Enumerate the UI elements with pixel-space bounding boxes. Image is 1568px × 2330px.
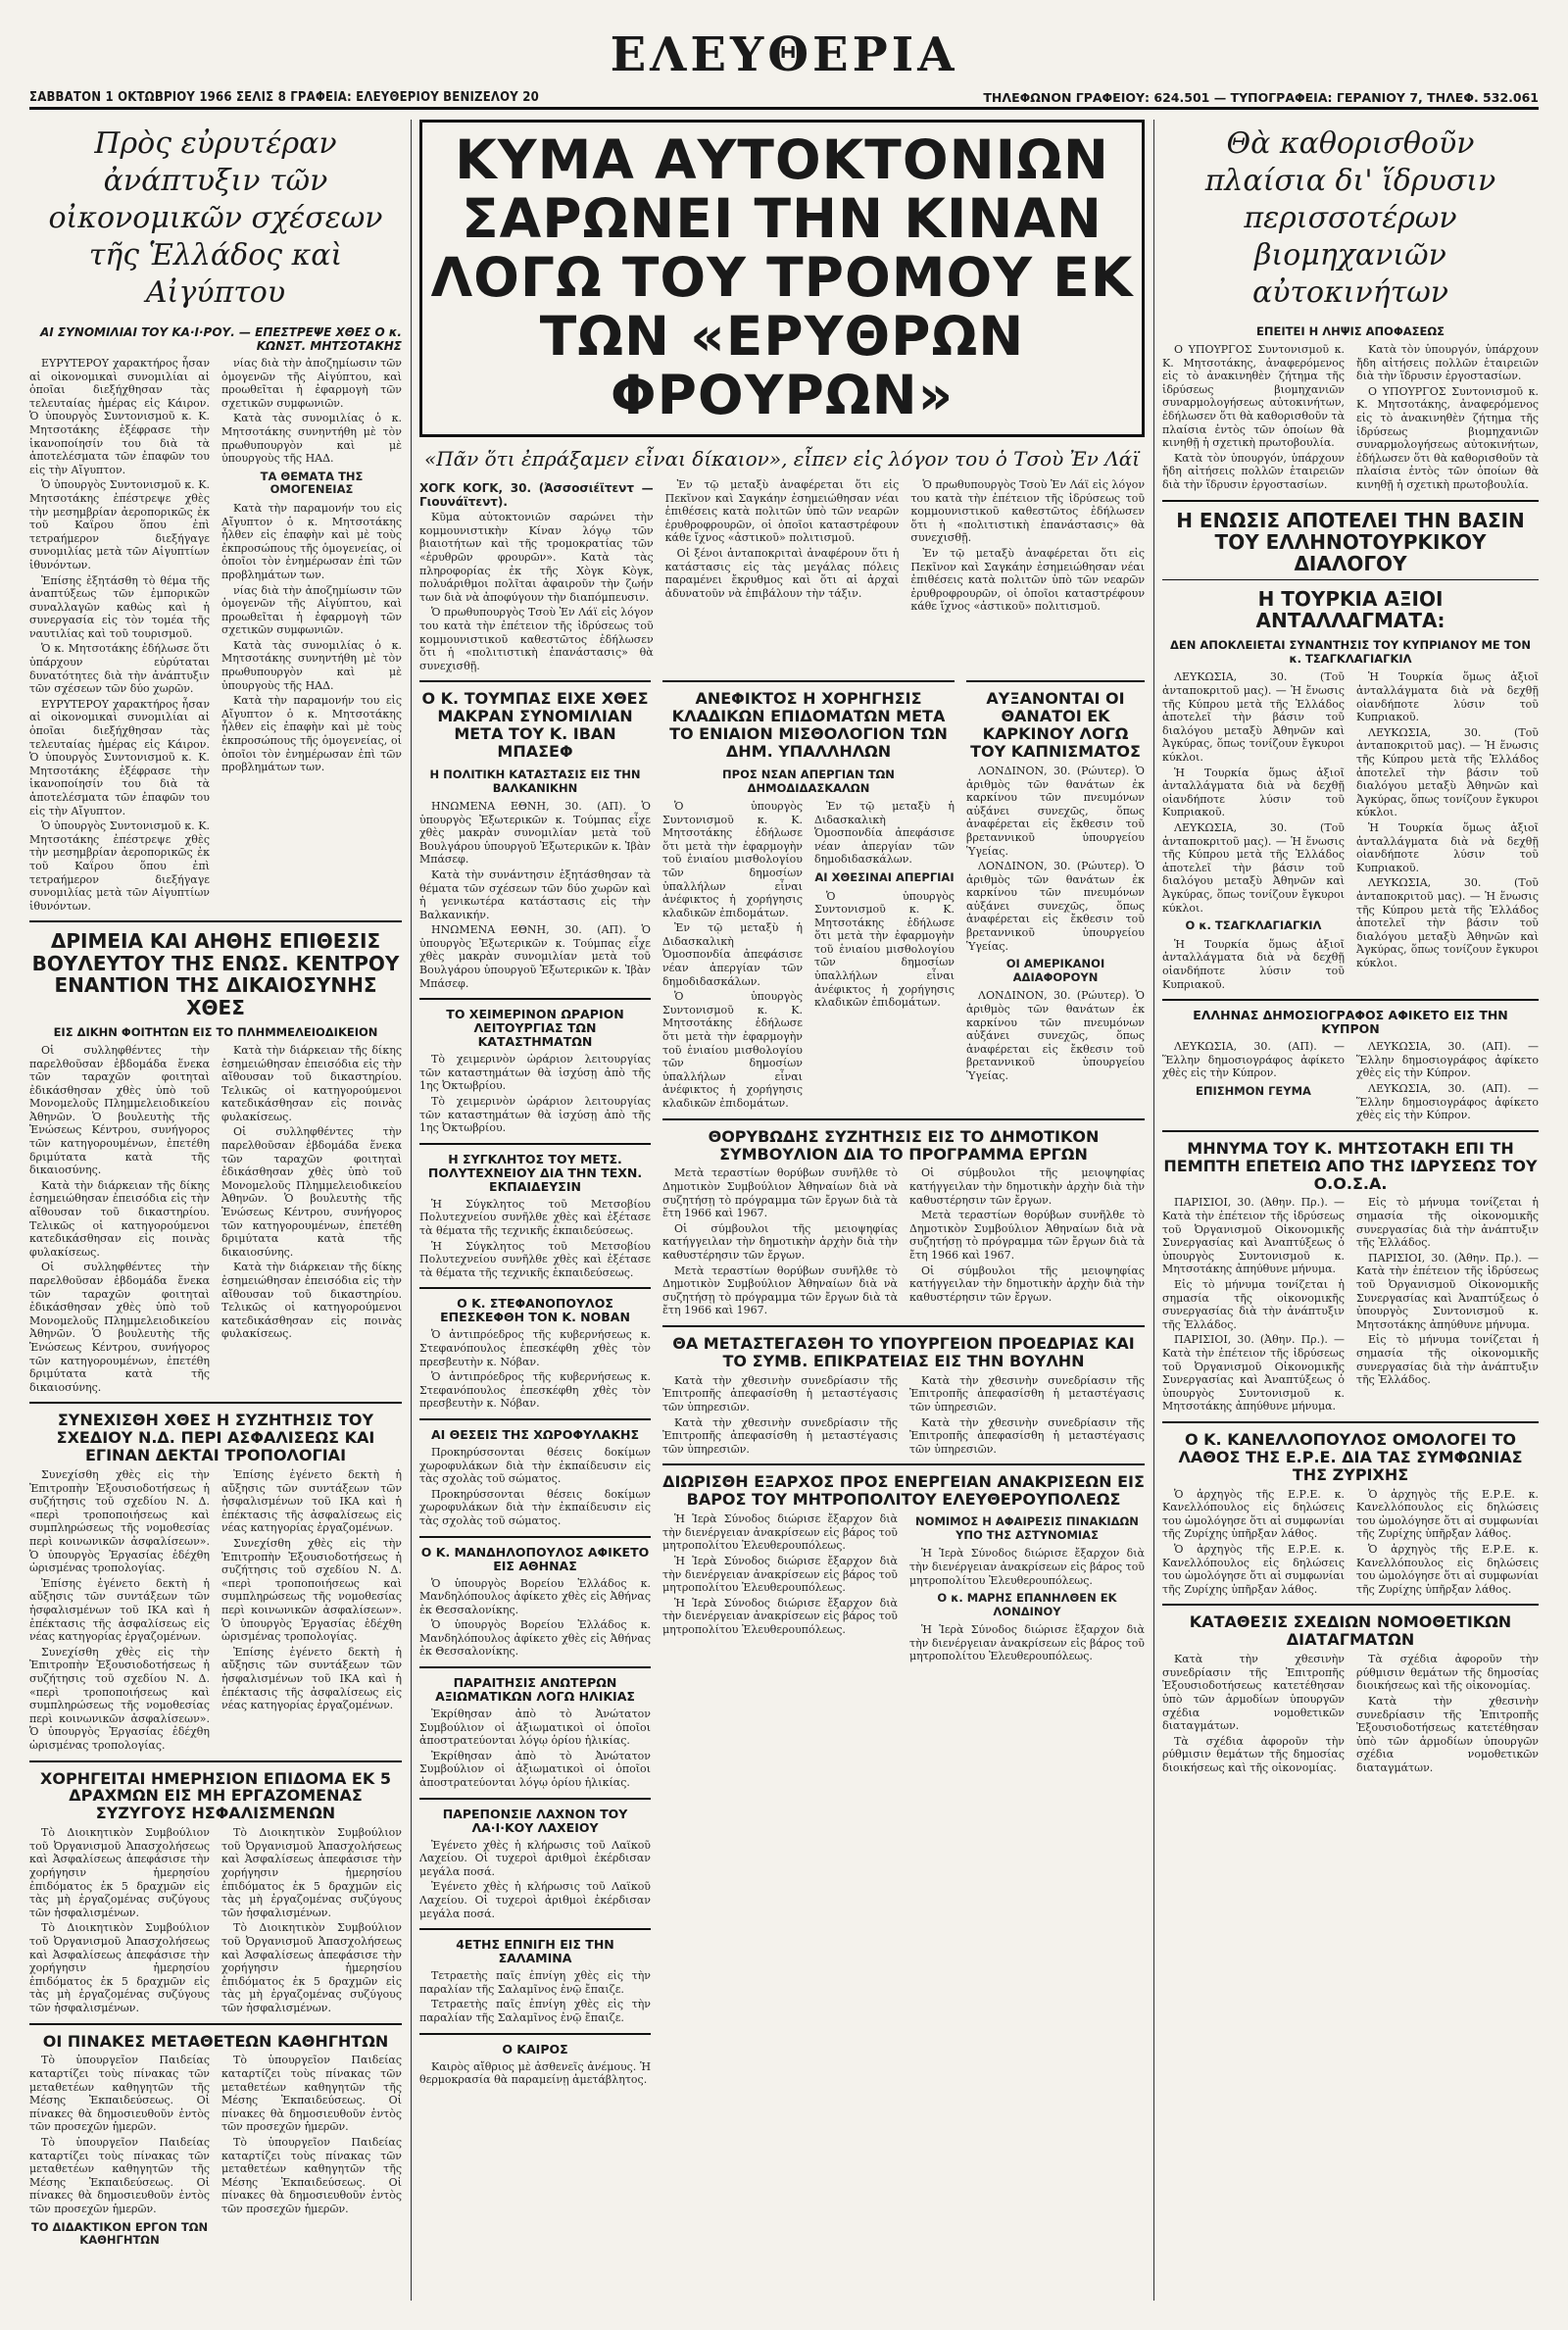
article-body (662, 1512, 1145, 1671)
article-body (419, 1328, 651, 1418)
paragraph: ΛΕΥΚΩΣΙΑ, 30. (ΑΠ). — Ἕλλην δημοσιογράφος ἀφίκετο χθὲς εἰς τὴν Κύπρον. (1356, 1081, 1539, 1122)
center-subcolumn (966, 680, 1145, 1117)
left-lead-body (29, 357, 402, 920)
paragraph: Τὸ ὑπουργεῖον Παιδείας καταρτίζει τοὺς πίνακας τῶν μεταθετέων καθηγητῶν τῆς Μέσης Ἐκπαιδεύσεως. Οἱ πίνακες θὰ δημοσιευθοῦν ἐντὸς τῶν προσεχῶν ἡμερῶν. (29, 2054, 210, 2134)
paragraph: Κατὰ τὴν χθεσινὴν συνεδρίασιν τῆς Ἐπιτροπῆς ἀπεφασίσθη ἡ μεταστέγασις τῶν ὑπηρεσιῶν. (909, 1415, 1145, 1456)
article-headline: ΘΑ ΜΕΤΑΣΤΕΓΑΣΘΗ ΤΟ ΥΠΟΥΡΓΕΙΟΝ ΠΡΟΕΔΡΙΑΣ ΚΑΙ ΤΟ ΣΥΜΒ. ΕΠΙΚΡΑΤΕΙΑΣ ΕΙΣ ΤΗΝ ΒΟΥΛΗΝ (662, 1325, 1145, 1374)
column-rule (411, 120, 412, 2301)
article-headline: ΚΑΤΑΘΕΣΙΣ ΣΧΕΔΙΩΝ ΝΟΜΟΘΕΤΙΚΩΝ ΔΙΑΤΑΓΜΑΤΩΝ (1162, 1604, 1539, 1653)
section-subhead: ΟΙ ΑΜΕΡΙΚΑΝΟΙ ΑΔΙΑΦΟΡΟΥΝ (1005, 957, 1105, 984)
paragraph: ΕΥΡΥΤΕΡΟΥ χαρακτήρος ἦσαν αἱ οἰκονομικαὶ συνομιλίαι αἱ ὁποῖαι διεξήχθησαν τὰς τελευταίας ἡμέρας εἰς Κάιρον. Ὁ ὑπουργὸς Συντονισμοῦ κ. Κ. Μητσοτάκης ἐξέφρασε τὴν ἱκανοποίησίν του διὰ τὰ ἀποτελέσματα τῶν ἐπαφῶν του εἰς τὴν Αἴγυπτον. (29, 697, 210, 818)
right-column (1162, 120, 1539, 1783)
article-body (29, 1044, 402, 1402)
center-subcolumn (662, 680, 1145, 2094)
paragraph: Ὁ ἀρχηγὸς τῆς Ε.Ρ.Ε. κ. Κανελλόπουλος εἰς δηλώσεις του ὡμολόγησε ὅτι αἱ συμφωνίαι τῆς Ζυρίχης ὑπῆρξαν λάθος. (1162, 1543, 1345, 1596)
paragraph: Τετραετὴς παῖς ἐπνίγη χθὲς εἰς τὴν παραλίαν τῆς Σαλαμῖνος ἐνῷ ἔπαιζε. (419, 1969, 651, 1996)
paragraph: Ἡ Ἱερὰ Σύνοδος διώρισε ἔξαρχον διὰ τὴν διενέργειαν ἀνακρίσεων εἰς βάρος τοῦ μητροπολίτου Ἐλευθερουπόλεως. (662, 1596, 898, 1636)
paragraph: Οἱ σύμβουλοι τῆς μειοψηφίας κατήγγειλαν τὴν δημοτικὴν ἀρχὴν διὰ τὴν καθυστέρησιν τῶν ἔργων. (909, 1264, 1145, 1304)
article-body (419, 1708, 651, 1798)
paragraph: Τὸ ὑπουργεῖον Παιδείας καταρτίζει τοὺς πίνακας τῶν μεταθετέων καθηγητῶν τῆς Μέσης Ἐκπαιδεύσεως. Οἱ πίνακες θὰ δημοσιευθοῦν ἐντὸς τῶν προσεχῶν ἡμερῶν. (29, 2136, 210, 2215)
article-body (1162, 343, 1539, 500)
right-lead-headline: Θὰ καθορισθοῦν πλαίσια δι' ἵδρυσιν περισσοτέρων βιομηχανιῶν αὐτοκινήτων (1204, 126, 1496, 310)
paragraph: Ο ΥΠΟΥΡΓΟΣ Συντονισμοῦ κ. Κ. Μητσοτάκης, ἀναφερόμενος εἰς τὸ ἀνακινηθὲν ζήτημα τῆς ἱδρύσεως βιομηχανιῶν συναρμολογήσεως αὐτοκινήτων, ἐδήλωσεν ὅτι θὰ καθορισθοῦν τὰ πλαίσια ἐντὸς τῶν ὁποίων θὰ κινηθῇ ἡ σχετικὴ πρωτοβουλία. (1356, 384, 1539, 491)
paragraph: ΠΑΡΙΣΙΟΙ, 30. (Ἀθην. Πρ.). — Κατὰ τὴν ἐπέτειον τῆς ἱδρύσεως τοῦ Ὀργανισμοῦ Οἰκονομικῆς Συνεργασίας καὶ Ἀναπτύξεως ὁ ὑπουργὸς Συντονισμοῦ κ. Μητσοτάκης ἀπηύθυνε μήνυμα. (1162, 1333, 1345, 1413)
article-body (966, 765, 1145, 1091)
paragraph: Συνεχίσθη χθὲς εἰς τὴν Ἐπιτροπὴν Ἐξουσιοδοτήσεως ἡ συζήτησις τοῦ σχεδίου Ν. Δ. «περὶ τροποποιήσεως καὶ συμπληρώσεως τῆς νομοθεσίας περὶ κοινωνικῶν ἀσφαλίσεων». Ὁ ὑπουργὸς Ἐργασίας ἐδέχθη ὡρισμένας τροπολογίας. (29, 1468, 210, 1575)
paragraph: νίας διὰ τὴν ἀποζημίωσιν τῶν ὁμογενῶν τῆς Αἰγύπτου, καὶ προωθεῖται ἡ ἐφαρμογὴ τῶν σχετικῶν συμφωνιῶν. (221, 357, 402, 410)
paragraph: Ὁ κ. Μητσοτάκης ἐδήλωσε ὅτι ὑπάρχουν εὐρύταται δυνατότητες διὰ τὴν ἀνάπτυξιν τῶν σχέσεων τῶν δύο χωρῶν. (29, 642, 210, 696)
paragraph: ΗΝΩΜΕΝΑ ΕΘΝΗ, 30. (ΑΠ). Ὁ ὑπουργὸς Ἐξωτερικῶν κ. Τούμπας εἶχε χθὲς μακρὰν συνομιλίαν μετὰ τοῦ Βουλγάρου ὑπουργοῦ Ἐξωτερικῶν κ. Ἰβὰν Μπάσεφ. (419, 799, 651, 867)
article-body (419, 1577, 651, 1667)
paragraph: Ἡ Ἱερὰ Σύνοδος διώρισε ἔξαρχον διὰ τὴν διενέργειαν ἀνακρίσεων εἰς βάρος τοῦ μητροπολίτου Ἐλευθερουπόλεως. (662, 1554, 898, 1595)
section-subhead: ΕΠΙΣΗΜΟΝ ΓΕΥΜΑ (1196, 1083, 1311, 1098)
article-subhead: ΔΕΝ ΑΠΟΚΛΕΙΕΤΑΙ ΣΥΝΑΝΤΗΣΙΣ ΤΟΥ ΚΥΠΡΙΑΝΟΥ ΜΕ ΤΟΝ κ. ΤΣΑΓΚΛΑΓΙΑΓΚΙΛ (1169, 638, 1531, 667)
paragraph: ΕΥΡΥΤΕΡΟΥ χαρακτήρος ἦσαν αἱ οἰκονομικαὶ συνομιλίαι αἱ ὁποῖαι διεξήχθησαν τὰς τελευταίας ἡμέρας εἰς Κάιρον. Ὁ ὑπουργὸς Συντονισμοῦ κ. Κ. Μητσοτάκης ἐξέφρασε τὴν ἱκανοποίησίν του διὰ τὰ ἀποτελέσματα τῶν ἐπαφῶν του εἰς τὴν Αἴγυπτον. (29, 357, 210, 476)
paragraph: Τὸ Διοικητικὸν Συμβούλιον τοῦ Ὀργανισμοῦ Ἀπασχολήσεως καὶ Ἀσφαλίσεως ἀπεφάσισε τὴν χορήγησιν ἡμερησίου ἐπιδόματος ἐκ 5 δραχμῶν εἰς τὰς μὴ ἐργαζομένας συζύγους τῶν ἠσφαλισμένων. (29, 1921, 210, 2014)
article-headline: ΘΟΡΥΒΩΔΗΣ ΣΥΖΗΤΗΣΙΣ ΕΙΣ ΤΟ ΔΗΜΟΤΙΚΟΝ ΣΥΜΒΟΥΛΙΟΝ ΔΙΑ ΤΟ ΠΡΟΓΡΑΜΜΑ ΕΡΓΩΝ (662, 1118, 1145, 1167)
section-subhead: Ο κ. ΤΣΑΓΚΛΑΓΙΑΓΚΙΛ (1185, 918, 1322, 933)
article-subhead: Η ΠΟΛΙΤΙΚΗ ΚΑΤΑΣΤΑΣΙΣ ΕΙΣ ΤΗΝ ΒΑΛΚΑΝΙΚΗΝ (429, 767, 641, 795)
dateline: ΧΟΓΚ ΚΟΓΚ, 30. (Ἀσσοσιέϊτεντ — Γιουνάϊτεντ). (419, 481, 654, 509)
paragraph: Κατὰ τὴν χθεσινὴν συνεδρίασιν τῆς Ἐπιτροπῆς ἀπεφασίσθη ἡ μεταστέγασις τῶν ὑπηρεσιῶν. (662, 1415, 898, 1456)
paragraph: ΛΕΥΚΩΣΙΑ, 30. (ΑΠ). — Ἕλλην δημοσιογράφος ἀφίκετο χθὲς εἰς τὴν Κύπρον. (1356, 1040, 1539, 1080)
paragraph: Μετὰ τεραστίων θορύβων συνῆλθε τὸ Δημοτικὸν Συμβούλιον Ἀθηναίων διὰ νὰ συζητήσῃ τὸ πρόγραμμα τῶν ἔργων διὰ τὰ ἔτη 1966 καὶ 1967. (662, 1166, 898, 1220)
paragraph: Ἐπίσης ἐγένετο δεκτὴ ἡ αὔξησις τῶν συντάξεων τῶν ἠσφαλισμένων τοῦ ΙΚΑ καὶ ἡ ἐπέκτασις τῆς ἀσφαλίσεως εἰς νέας κατηγορίας ἐργαζομένων. (29, 1576, 210, 1644)
article-subhead: ΕΙΣ ΔΙΚΗΝ ΦΟΙΤΗΤΩΝ ΕΙΣ ΤΟ ΠΛΗΜΜΕΛΕΙΟΔΙΚΕΙΟΝ (53, 1024, 378, 1039)
masthead-date-line: ΣΑΒΒΑΤΟΝ 1 ΟΚΤΩΒΡΙΟΥ 1966 ΣΕΛΙΣ 8 ΓΡΑΦΕΙΑ: ΕΛΕΥΘΕΡΙΟΥ ΒΕΝΙΖΕΛΟΥ 20 (29, 90, 539, 105)
article-headline-continued: Η ΤΟΥΡΚΙΑ ΑΞΙΟΙ ΑΝΤΑΛΛΑΓΜΑΤΑ: (1162, 579, 1539, 636)
paragraph: Ὁ ὑπουργὸς Συντονισμοῦ κ. Κ. Μητσοτάκης ἐδήλωσε ὅτι μετὰ τὴν ἐφαρμογὴν τοῦ ἑνιαίου μισθολογίου τῶν δημοσίων ὑπαλλήλων εἶναι ἀνέφικτος ἡ χορήγησις κλαδικῶν ἐπιδομάτων. (662, 990, 803, 1110)
article-headline: ΔΡΙΜΕΙΑ ΚΑΙ ΑΗΘΗΣ ΕΠΙΘΕΣΙΣ ΒΟΥΛΕΥΤΟΥ ΤΗΣ ΕΝΩΣ. ΚΕΝΤΡΟΥ ΕΝΑΝΤΙΟΝ ΤΗΣ ΔΙΚΑΙΟΣΥΝΗΣ ΧΘΕΣ (29, 920, 402, 1022)
paragraph: Προκηρύσσονται θέσεις δοκίμων χωροφυλάκων διὰ τὴν ἐκπαίδευσιν εἰς τὰς σχολὰς τοῦ σώματος. (419, 1445, 651, 1486)
left-lead-byline: ΑΙ ΣΥΝΟΜΙΛΙΑΙ ΤΟΥ ΚΑ·Ι·ΡΟΥ. — ΕΠΕΣΤΡΕΨΕ ΧΘΕΣ Ο κ. ΚΩΝΣΤ. ΜΗΤΣΟΤΑΚΗΣ (39, 325, 402, 353)
paragraph: Κατὰ τὸν ὑπουργόν, ὑπάρχουν ἤδη αἰτήσεις πολλῶν ἑταιρειῶν διὰ τὴν ἵδρυσιν ἐργοστασίων. (1162, 451, 1345, 491)
masthead (29, 20, 1539, 110)
paragraph: Ἐν τῷ μεταξὺ ἀναφέρεται ὅτι εἰς Πεκῖνον καὶ Σαγκάην ἐσημειώθησαν νέαι ἐπιθέσεις κατὰ πολιτῶν ὑπὸ τῶν νεαρῶν ἐρυθροφρουρῶν, οἱ ὁποῖοι καταστρέφουν κάθε ἴχνος «ἀστικοῦ» πολιτισμοῦ. (664, 478, 900, 545)
paragraph: ΛΟΝΔΙΝΟΝ, 30. (Ρώυτερ). Ὁ ἀριθμὸς τῶν θανάτων ἐκ καρκίνου τῶν πνευμόνων αὐξάνει συνεχῶς, ὅπως ἀναφέρεται εἰς ἔκθεσιν τοῦ βρεταννικοῦ ὑπουργείου Ὑγείας. (966, 989, 1145, 1082)
article-body (419, 800, 651, 998)
article-headline: ΠΑΡΕΠΟΝΣΙΕ ΛΑΧΝΟΝ ΤΟΥ ΛΑ·Ι·ΚΟΥ ΛΑΧΕΙΟΥ (419, 1798, 651, 1839)
article-headline: Ο Κ. ΤΟΥΜΠΑΣ ΕΙΧΕ ΧΘΕΣ ΜΑΚΡΑΝ ΣΥΝΟΜΙΛΙΑΝ ΜΕΤΑ ΤΟΥ Κ. ΙΒΑΝ ΜΠΑΣΕΦ (419, 680, 651, 765)
paragraph: Κατὰ τὴν παραμονήν του εἰς Αἴγυπτον ὁ κ. Μητσοτάκης ἦλθεν εἰς ἐπαφὴν καὶ μὲ τοὺς ἐκπροσώπους τῆς ὁμογενείας, οἱ ὁποῖοι τὸν ἐνημέρωσαν ἐπὶ τῶν προβλημάτων των. (221, 694, 402, 774)
section-subhead: ΝΟΜΙΜΟΣ Η ΑΦΑΙΡΕΣΙΣ ΠΙΝΑΚΙΔΩΝ ΥΠΟ ΤΗΣ ΑΣΤΥΝΟΜΙΑΣ (915, 1514, 1139, 1542)
article-body (419, 1198, 651, 1288)
paragraph: Ὁ πρωθυπουργὸς Τσοὺ Ἐν Λάϊ εἰς λόγον του κατὰ τὴν ἐπέτειον τῆς ἱδρύσεως τοῦ κομμουνιστικοῦ καθεστῶτος ἐδήλωσεν ὅτι ἡ «πολιτιστικὴ ἐπανάστασις» θὰ συνεχισθῇ. (910, 478, 1146, 545)
article-headline: Ο Κ. ΣΤΕΦΑΝΟΠΟΥΛΟΣ ΕΠΕΣΚΕΦΘΗ ΤΟΝ Κ. ΝΟΒΑΝ (419, 1287, 651, 1328)
article-body (29, 2054, 402, 2257)
paragraph: Ἡ Σύγκλητος τοῦ Μετσοβίου Πολυτεχνείου συνῆλθε χθὲς καὶ ἐξέτασε τὰ θέματα τῆς τεχνικῆς ἐκπαιδεύσεως. (419, 1239, 651, 1279)
paragraph: Τὰ σχέδια ἀφοροῦν τὴν ρύθμισιν θεμάτων τῆς δημοσίας διοικήσεως καὶ τῆς οἰκονομίας. (1356, 1653, 1539, 1693)
article-body (662, 1166, 1145, 1325)
newspaper-title: ΕΛΕΥΘΕΡΙΑ (610, 27, 958, 82)
paragraph: Κατὰ τὴν συνάντησιν ἐξητάσθησαν τὰ θέματα τῶν σχέσεων τῶν δύο χωρῶν καὶ ἡ γενικωτέρα κατάστασις εἰς τὴν Βαλκανικήν. (419, 868, 651, 921)
paragraph: νίας διὰ τὴν ἀποζημίωσιν τῶν ὁμογενῶν τῆς Αἰγύπτου, καὶ προωθεῖται ἡ ἐφαρμογὴ τῶν σχετικῶν συμφωνιῶν. (221, 583, 402, 637)
paragraph: Ἡ Τουρκία ὅμως ἀξιοῖ ἀνταλλάγματα διὰ νὰ δεχθῇ οἱανδήποτε λύσιν τοῦ Κυπριακοῦ. (1356, 670, 1539, 724)
article-body (29, 1826, 402, 2022)
paragraph: Κατὰ τὸν ὑπουργόν, ὑπάρχουν ἤδη αἰτήσεις πολλῶν ἑταιρειῶν διὰ τὴν ἵδρυσιν ἐργοστασίων. (1356, 343, 1539, 383)
paragraph: Εἰς τὸ μήνυμα τονίζεται ἡ σημασία τῆς οἰκονομικῆς συνεργασίας διὰ τὴν ἀνάπτυξιν τῆς Ἑλλάδος. (1356, 1196, 1539, 1250)
article-body (419, 1839, 651, 1929)
paragraph: Ὁ ὑπουργὸς Συντονισμοῦ κ. Κ. Μητσοτάκης ἐδήλωσε ὅτι μετὰ τὴν ἐφαρμογὴν τοῦ ἑνιαίου μισθολογίου τῶν δημοσίων ὑπαλλήλων εἶναι ἀνέφικτος ἡ χορήγησις κλαδικῶν ἐπιδομάτων. (662, 799, 803, 919)
paragraph: Ἡ Τουρκία ὅμως ἀξιοῖ ἀνταλλάγματα διὰ νὰ δεχθῇ οἱανδήποτε λύσιν τοῦ Κυπριακοῦ. (1356, 821, 1539, 874)
paragraph: Ὁ ὑπουργὸς Συντονισμοῦ κ. Κ. Μητσοτάκης ἐπέστρεψε χθὲς τὴν μεσημβρίαν ἀεροπορικῶς ἐκ τοῦ Καΐρου ὅπου ἐπὶ τετραήμερον διεξήγαγε συνομιλίας μετὰ τῶν Αἰγυπτίων ἰθυνόντων. (29, 478, 210, 571)
paragraph: Συνεχίσθη χθὲς εἰς τὴν Ἐπιτροπὴν Ἐξουσιοδοτήσεως ἡ συζήτησις τοῦ σχεδίου Ν. Δ. «περὶ τροποποιήσεως καὶ συμπληρώσεως τῆς νομοθεσίας περὶ κοινωνικῶν ἀσφαλίσεων». Ὁ ὑπουργὸς Ἐργασίας ἐδέχθη ὡρισμένας τροπολογίας. (221, 1537, 402, 1644)
section-subhead: ΤΟ ΔΙΔΑΚΤΙΚΟΝ ΕΡΓΟΝ ΤΩΝ ΚΑΘΗΓΗΤΩΝ (30, 2219, 209, 2248)
left-column (29, 120, 402, 2258)
paragraph: Τὸ ὑπουργεῖον Παιδείας καταρτίζει τοὺς πίνακας τῶν μεταθετέων καθηγητῶν τῆς Μέσης Ἐκπαιδεύσεως. Οἱ πίνακες θὰ δημοσιευθοῦν ἐντὸς τῶν προσεχῶν ἡμερῶν. (221, 2136, 402, 2215)
paragraph: Ἡ Τουρκία ὅμως ἀξιοῖ ἀνταλλάγματα διὰ νὰ δεχθῇ οἱανδήποτε λύσιν τοῦ Κυπριακοῦ. (1162, 766, 1345, 819)
paragraph: Τὸ Διοικητικὸν Συμβούλιον τοῦ Ὀργανισμοῦ Ἀπασχολήσεως καὶ Ἀσφαλίσεως ἀπεφάσισε τὴν χορήγησιν ἡμερησίου ἐπιδόματος ἐκ 5 δραχμῶν εἰς τὰς μὴ ἐργαζομένας συζύγους τῶν ἠσφαλισμένων. (221, 1921, 402, 2014)
paragraph: Προκηρύσσονται θέσεις δοκίμων χωροφυλάκων διὰ τὴν ἐκπαίδευσιν εἰς τὰς σχολὰς τοῦ σώματος. (419, 1487, 651, 1527)
paragraph: Μετὰ τεραστίων θορύβων συνῆλθε τὸ Δημοτικὸν Συμβούλιον Ἀθηναίων διὰ νὰ συζητήσῃ τὸ πρόγραμμα τῶν ἔργων διὰ τὰ ἔτη 1966 καὶ 1967. (909, 1209, 1145, 1262)
paragraph: Οἱ συλληφθέντες τὴν παρελθοῦσαν ἑβδομάδα ἕνεκα τῶν ταραχῶν φοιτηταὶ ἐδικάσθησαν χθὲς ὑπὸ τοῦ Μονομελοῦς Πλημμελειοδικείου Ἀθηνῶν. Ὁ βουλευτὴς τῆς Ἑνώσεως Κέντρου, συνήγορος τῶν κατηγορουμένων, ἐπετέθη δριμύτατα κατὰ τῆς δικαιοσύνης. (29, 1261, 210, 1394)
paragraph: Ὁ ἀρχηγὸς τῆς Ε.Ρ.Ε. κ. Κανελλόπουλος εἰς δηλώσεις του ὡμολόγησε ὅτι αἱ συμφωνίαι τῆς Ζυρίχης ὑπῆρξαν λάθος. (1356, 1487, 1539, 1541)
text-column (29, 357, 210, 915)
article-headline: Ο ΚΑΙΡΟΣ (419, 2033, 651, 2060)
text-column (221, 357, 402, 915)
center-column (419, 120, 1145, 2095)
paragraph: Ἐγένετο χθὲς ἡ κλήρωσις τοῦ Λαϊκοῦ Λαχείου. Οἱ τυχεροὶ ἀριθμοὶ ἐκέρδισαν μεγάλα ποσά. (419, 1880, 651, 1920)
center-subgrid (662, 680, 1145, 1117)
paragraph: Ο ΥΠΟΥΡΓΟΣ Συντονισμοῦ κ. Κ. Μητσοτάκης, ἀναφερόμενος εἰς τὸ ἀνακινηθὲν ζήτημα τῆς ἱδρύσεως βιομηχανιῶν συναρμολογήσεως αὐτοκινήτων, ἐδήλωσεν ὅτι θὰ καθορισθοῦν τὰ πλαίσια ἐντὸς τῶν ὁποίων θὰ κινηθῇ ἡ σχετικὴ πρωτοβουλία. (1162, 343, 1345, 450)
paragraph: Οἱ ξένοι ἀνταποκριταὶ ἀναφέρουν ὅτι ἡ κατάστασις εἰς τὰς μεγάλας πόλεις παραμένει ἔκρυθμος καὶ ὅτι αἱ ἀρχαὶ ἀδυνατοῦν νὰ ἐπιβάλουν τὴν τάξιν. (664, 546, 900, 600)
paragraph: Μετὰ τεραστίων θορύβων συνῆλθε τὸ Δημοτικὸν Συμβούλιον Ἀθηναίων διὰ νὰ συζητήσῃ τὸ πρόγραμμα τῶν ἔργων διὰ τὰ ἔτη 1966 καὶ 1967. (662, 1264, 898, 1317)
article-body (419, 2060, 651, 2095)
paragraph: Ἐπίσης ἐξητάσθη τὸ θέμα τῆς ἀναπτύξεως τῶν ἐμπορικῶν συναλλαγῶν καθὼς καὶ ἡ συνεργασία εἰς τὸν τομέα τῆς ναυτιλίας καὶ τοῦ τουρισμοῦ. (29, 573, 210, 640)
center-subcolumn (662, 680, 955, 1117)
section-subhead: Ο κ. ΜΑΡΗΣ ΕΠΑΝΗΛΘΕΝ ΕΚ ΛΟΝΔΙΝΟΥ (937, 1591, 1117, 1618)
article-body (1162, 1196, 1539, 1421)
paragraph: Οἱ σύμβουλοι τῆς μειοψηφίας κατήγγειλαν τὴν δημοτικὴν ἀρχὴν διὰ τὴν καθυστέρησιν τῶν ἔργων. (909, 1166, 1145, 1207)
article-body (1162, 1040, 1539, 1130)
paragraph: Ἡ Σύγκλητος τοῦ Μετσοβίου Πολυτεχνείου συνῆλθε χθὲς καὶ ἐξέτασε τὰ θέματα τῆς τεχνικῆς ἐκπαιδεύσεως. (419, 1197, 651, 1237)
paragraph: Κατὰ τὴν διάρκειαν τῆς δίκης ἐσημειώθησαν ἐπεισόδια εἰς τὴν αἴθουσαν τοῦ δικαστηρίου. Τελικῶς οἱ κατηγορούμενοι κατεδικάσθησαν εἰς ποινὰς φυλακίσεως. (29, 1178, 210, 1259)
paragraph: Ὁ ἀντιπρόεδρος τῆς κυβερνήσεως κ. Στεφανόπουλος ἐπεσκέφθη χθὲς τὸν πρεσβευτὴν κ. Νόβαν. (419, 1328, 651, 1368)
paragraph: Ὁ ὑπουργὸς Συντονισμοῦ κ. Κ. Μητσοτάκης ἐδήλωσε ὅτι μετὰ τὴν ἐφαρμογὴν τοῦ ἑνιαίου μισθολογίου τῶν δημοσίων ὑπαλλήλων εἶναι ἀνέφικτος ἡ χορήγησις κλαδικῶν ἐπιδομάτων. (814, 889, 955, 1010)
center-lower-grid (419, 680, 1145, 2094)
paragraph: Εἰς τὸ μήνυμα τονίζεται ἡ σημασία τῆς οἰκονομικῆς συνεργασίας διὰ τὴν ἀνάπτυξιν τῆς Ἑλλάδος. (1162, 1277, 1345, 1331)
paragraph: ΛΕΥΚΩΣΙΑ, 30. (Τοῦ ἀνταποκριτοῦ μας). — Ἡ ἕνωσις τῆς Κύπρου μετὰ τῆς Ἑλλάδος ἀποτελεῖ τὴν βάσιν τοῦ διαλόγου μεταξὺ Ἀθηνῶν καὶ Ἀγκύρας, ὅπως τονίζουν ἔγκυροι κύκλοι. (1356, 876, 1539, 969)
article-body (1162, 670, 1539, 999)
paragraph: Κατὰ τὴν διάρκειαν τῆς δίκης ἐσημειώθησαν ἐπεισόδια εἰς τὴν αἴθουσαν τοῦ δικαστηρίου. Τελικῶς οἱ κατηγορούμενοι κατεδικάσθησαν εἰς ποινὰς φυλακίσεως. (221, 1261, 402, 1341)
article-body (662, 1374, 1145, 1464)
paragraph: Τὸ ὑπουργεῖον Παιδείας καταρτίζει τοὺς πίνακας τῶν μεταθετέων καθηγητῶν τῆς Μέσης Ἐκπαιδεύσεως. Οἱ πίνακες θὰ δημοσιευθοῦν ἐντὸς τῶν προσεχῶν ἡμερῶν. (221, 2054, 402, 2134)
paragraph: ΛΟΝΔΙΝΟΝ, 30. (Ρώυτερ). Ὁ ἀριθμὸς τῶν θανάτων ἐκ καρκίνου τῶν πνευμόνων αὐξάνει συνεχῶς, ὅπως ἀναφέρεται εἰς ἔκθεσιν τοῦ βρεταννικοῦ ὑπουργείου Ὑγείας. (966, 764, 1145, 858)
paragraph: ΛΟΝΔΙΝΟΝ, 30. (Ρώυτερ). Ὁ ἀριθμὸς τῶν θανάτων ἐκ καρκίνου τῶν πνευμόνων αὐξάνει συνεχῶς, ὅπως ἀναφέρεται εἰς ἔκθεσιν τοῦ βρεταννικοῦ ὑπουργείου Ὑγείας. (966, 860, 1145, 953)
article-subhead: ΕΠΕΙΤΕΙ Η ΛΗΨΙΣ ΑΠΟΦΑΣΕΩΣ (1256, 324, 1445, 338)
paragraph: ΛΕΥΚΩΣΙΑ, 30. (Τοῦ ἀνταποκριτοῦ μας). — Ἡ ἕνωσις τῆς Κύπρου μετὰ τῆς Ἑλλάδος ἀποτελεῖ τὴν βάσιν τοῦ διαλόγου μεταξὺ Ἀθηνῶν καὶ Ἀγκύρας, ὅπως τονίζουν ἔγκυροι κύκλοι. (1162, 821, 1345, 915)
paragraph: Ἡ Ἱερὰ Σύνοδος διώρισε ἔξαρχον διὰ τὴν διενέργειαν ἀνακρίσεων εἰς βάρος τοῦ μητροπολίτου Ἐλευθερουπόλεως. (909, 1623, 1145, 1663)
section-subhead: ΑΙ ΧΘΕΣΙΝΑΙ ΑΠΕΡΓΙΑΙ (814, 869, 955, 884)
paragraph: Τὰ σχέδια ἀφοροῦν τὴν ρύθμισιν θεμάτων τῆς δημοσίας διοικήσεως καὶ τῆς οἰκονομίας. (1162, 1734, 1345, 1774)
article-headline: 4ΕΤΗΣ ΕΠΝΙΓΗ ΕΙΣ ΤΗΝ ΣΑΛΑΜΙΝΑ (419, 1928, 651, 1969)
paragraph: Ἡ Τουρκία ὅμως ἀξιοῖ ἀνταλλάγματα διὰ νὰ δεχθῇ οἱανδήποτε λύσιν τοῦ Κυπριακοῦ. (1162, 937, 1345, 991)
paragraph: Τὸ Διοικητικὸν Συμβούλιον τοῦ Ὀργανισμοῦ Ἀπασχολήσεως καὶ Ἀσφαλίσεως ἀπεφάσισε τὴν χορήγησιν ἡμερησίου ἐπιδόματος ἐκ 5 δραχμῶν εἰς τὰς μὴ ἐργαζομένας συζύγους τῶν ἠσφαλισμένων. (29, 1826, 210, 1919)
paragraph: Ὁ ὑπουργὸς Βορείου Ἑλλάδος κ. Μανδηλόπουλος ἀφίκετο χθὲς εἰς Ἀθήνας ἐκ Θεσσαλονίκης. (419, 1618, 651, 1659)
article-body (1162, 1653, 1539, 1782)
article-headline: ΑΙ ΘΕΣΕΙΣ ΤΗΣ ΧΩΡΟΦΥΛΑΚΗΣ (419, 1418, 651, 1446)
paragraph: Καιρὸς αἴθριος μὲ ἀσθενεῖς ἀνέμους. Ἡ θερμοκρασία θὰ παραμείνῃ ἀμετάβλητος. (419, 2059, 651, 2087)
lead-story-body (419, 478, 1145, 680)
paragraph: Κατὰ τὴν διάρκειαν τῆς δίκης ἐσημειώθησαν ἐπεισόδια εἰς τὴν αἴθουσαν τοῦ δικαστηρίου. Τελικῶς οἱ κατηγορούμενοι κατεδικάσθησαν εἰς ποινὰς φυλακίσεως. (221, 1043, 402, 1123)
paragraph: Οἱ σύμβουλοι τῆς μειοψηφίας κατήγγειλαν τὴν δημοτικὴν ἀρχὴν διὰ τὴν καθυστέρησιν τῶν ἔργων. (662, 1221, 898, 1262)
paragraph: Ἐπίσης ἐγένετο δεκτὴ ἡ αὔξησις τῶν συντάξεων τῶν ἠσφαλισμένων τοῦ ΙΚΑ καὶ ἡ ἐπέκτασις τῆς ἀσφαλίσεως εἰς νέας κατηγορίας ἐργαζομένων. (221, 1468, 402, 1535)
paragraph: Τὸ Διοικητικὸν Συμβούλιον τοῦ Ὀργανισμοῦ Ἀπασχολήσεως καὶ Ἀσφαλίσεως ἀπεφάσισε τὴν χορήγησιν ἡμερησίου ἐπιδόματος ἐκ 5 δραχμῶν εἰς τὰς μὴ ἐργαζομένας συζύγους τῶν ἠσφαλισμένων. (221, 1826, 402, 1919)
front-page-banner-headline: ΚΥΜΑ ΑΥΤΟΚΤΟΝΙΩΝ ΣΑΡΩΝΕΙ ΤΗΝ ΚΙΝΑΝ ΛΟΓΩ ΤΟΥ ΤΡΟΜΟΥ ΕΚ ΤΩΝ «ΕΡΥΘΡΩΝ ΦΡΟΥΡΩΝ» (419, 120, 1145, 437)
paragraph: Ὁ πρωθυπουργὸς Τσοὺ Ἐν Λάϊ εἰς λόγον του κατὰ τὴν ἐπέτειον τῆς ἱδρύσεως τοῦ κομμουνιστικοῦ καθεστῶτος ἐδήλωσεν ὅτι ἡ «πολιτιστικὴ ἐπανάστασις» θὰ συνεχισθῇ. (419, 606, 654, 672)
article-body (419, 1053, 651, 1143)
paragraph: Ἡ Ἱερὰ Σύνοδος διώρισε ἔξαρχον διὰ τὴν διενέργειαν ἀνακρίσεων εἰς βάρος τοῦ μητροπολίτου Ἐλευθερουπόλεως. (662, 1512, 898, 1553)
paragraph: ΠΑΡΙΣΙΟΙ, 30. (Ἀθην. Πρ.). — Κατὰ τὴν ἐπέτειον τῆς ἱδρύσεως τοῦ Ὀργανισμοῦ Οἰκονομικῆς Συνεργασίας καὶ Ἀναπτύξεως ὁ ὑπουργὸς Συντονισμοῦ κ. Μητσοτάκης ἀπηύθυνε μήνυμα. (1356, 1251, 1539, 1331)
paragraph: Ὁ ὑπουργὸς Συντονισμοῦ κ. Κ. Μητσοτάκης ἐπέστρεψε χθὲς τὴν μεσημβρίαν ἀεροπορικῶς ἐκ τοῦ Καΐρου ὅπου ἐπὶ τετραήμερον διεξήγαγε συνομιλίας μετὰ τῶν Αἰγυπτίων ἰθυνόντων. (29, 819, 210, 913)
article-body (29, 1468, 402, 1760)
paragraph: Τὸ χειμερινὸν ὡράριον λειτουργίας τῶν καταστημάτων θὰ ἰσχύσῃ ἀπὸ τῆς 1ης Ὀκτωβρίου. (419, 1095, 651, 1135)
article-headline: ΣΥΝΕΧΙΣΘΗ ΧΘΕΣ Η ΣΥΖΗΤΗΣΙΣ ΤΟΥ ΣΧΕΔΙΟΥ Ν.Δ. ΠΕΡΙ ΑΣΦΑΛΙΣΕΩΣ ΚΑΙ ΕΓΙΝΑΝ ΔΕΚΤΑΙ ΤΡΟΠΟΛΟΓΙΑΙ (29, 1402, 402, 1468)
paragraph: Ἐκρίθησαν ἀπὸ τὸ Ἀνώτατον Συμβούλιον οἱ ἀξιωματικοὶ οἱ ὁποῖοι ἀποστρατεύονται λόγῳ ὁρίου ἡλικίας. (419, 1708, 651, 1748)
article-headline: Η ΕΝΩΣΙΣ ΑΠΟΤΕΛΕΙ ΤΗΝ ΒΑΣΙΝ ΤΟΥ ΕΛΛΗΝΟΤΟΥΡΚΙΚΟΥ ΔΙΑΛΟΓΟΥ (1162, 500, 1539, 579)
paragraph: Τετραετὴς παῖς ἐπνίγη χθὲς εἰς τὴν παραλίαν τῆς Σαλαμῖνος ἐνῷ ἔπαιζε. (419, 1998, 651, 2024)
left-lead-headline: Πρὸς εὐρυτέραν ἀνάπτυξιν τῶν οἰκονομικῶν σχέσεων τῆς Ἑλλάδος καὶ Αἰγύπτου (48, 126, 383, 310)
article-headline: ΧΟΡΗΓΕΙΤΑΙ ΗΜΕΡΗΣΙΟΝ ΕΠΙΔΟΜΑ ΕΚ 5 ΔΡΑΧΜΩΝ ΕΙΣ ΜΗ ΕΡΓΑΖΟΜΕΝΑΣ ΣΥΖΥΓΟΥΣ ΗΣΦΑΛΙΣΜΕΝΩΝ (29, 1760, 402, 1827)
paragraph: Κατὰ τὴν παραμονήν του εἰς Αἴγυπτον ὁ κ. Μητσοτάκης ἦλθεν εἰς ἐπαφὴν καὶ μὲ τοὺς ἐκπροσώπους τῆς ὁμογενείας, οἱ ὁποῖοι τὸν ἐνημέρωσαν ἐπὶ τῶν προβλημάτων των. (221, 501, 402, 581)
paragraph: Ἐν τῷ μεταξὺ ἡ Διδασκαλικὴ Ὁμοσπονδία ἀπεφάσισε νέαν ἀπεργίαν τῶν δημοδιδασκάλων. (662, 921, 803, 988)
paragraph: Ὁ ὑπουργὸς Βορείου Ἑλλάδος κ. Μανδηλόπουλος ἀφίκετο χθὲς εἰς Ἀθήνας ἐκ Θεσσαλονίκης. (419, 1576, 651, 1616)
article-headline: ΠΑΡΑΙΤΗΣΙΣ ΑΝΩΤΕΡΩΝ ΑΞΙΩΜΑΤΙΚΩΝ ΛΟΓΩ ΗΛΙΚΙΑΣ (419, 1666, 651, 1708)
section-subhead: ΤΑ ΘΕΜΑΤΑ ΤΗΣ ΟΜΟΓΕΝΕΙΑΣ (260, 469, 364, 497)
article-headline: Η ΣΥΓΚΛΗΤΟΣ ΤΟΥ ΜΕΤΣ. ΠΟΛΥΤΕΧΝΕΙΟΥ ΔΙΑ ΤΗΝ ΤΕΧΝ. ΕΚΠΑΙΔΕΥΣΙΝ (419, 1143, 651, 1198)
article-headline: ΕΛΛΗΝΑΣ ΔΗΜΟΣΙΟΓΡΑΦΟΣ ΑΦΙΚΕΤΟ ΕΙΣ ΤΗΝ ΚΥΠΡΟΝ (1162, 999, 1539, 1040)
banner-subheadline: «Πᾶν ὅτι ἐπράξαμεν εἶναι δίκαιον», εἶπεν εἰς λόγον του ὁ Τσοὺ Ἐν Λάϊ (423, 447, 1141, 471)
paragraph: Ὁ ἀρχηγὸς τῆς Ε.Ρ.Ε. κ. Κανελλόπουλος εἰς δηλώσεις του ὡμολόγησε ὅτι αἱ συμφωνίαι τῆς Ζυρίχης ὑπῆρξαν λάθος. (1162, 1487, 1345, 1541)
article-subhead: ΠΡΟΣ ΝΣΑΝ ΑΠΕΡΓΙΑΝ ΤΩΝ ΔΗΜΟΔΙΔΑΣΚΑΛΩΝ (722, 767, 895, 795)
paragraph: Ἐκρίθησαν ἀπὸ τὸ Ἀνώτατον Συμβούλιον οἱ ἀξιωματικοὶ οἱ ὁποῖοι ἀποστρατεύονται λόγῳ ὁρίου ἡλικίας. (419, 1749, 651, 1790)
paragraph: Ὁ ἀρχηγὸς τῆς Ε.Ρ.Ε. κ. Κανελλόπουλος εἰς δηλώσεις του ὡμολόγησε ὅτι αἱ συμφωνίαι τῆς Ζυρίχης ὑπῆρξαν λάθος. (1356, 1543, 1539, 1596)
paragraph: Συνεχίσθη χθὲς εἰς τὴν Ἐπιτροπὴν Ἐξουσιοδοτήσεως ἡ συζήτησις τοῦ σχεδίου Ν. Δ. «περὶ τροποποιήσεως καὶ συμπληρώσεως τῆς νομοθεσίας περὶ κοινωνικῶν ἀσφαλίσεων». Ὁ ὑπουργὸς Ἐργασίας ἐδέχθη ὡρισμένας τροπολογίας. (29, 1645, 210, 1752)
paragraph: Εἰς τὸ μήνυμα τονίζεται ἡ σημασία τῆς οἰκονομικῆς συνεργασίας διὰ τὴν ἀνάπτυξιν τῆς Ἑλλάδος. (1356, 1333, 1539, 1387)
paragraph: Ἐγένετο χθὲς ἡ κλήρωσις τοῦ Λαϊκοῦ Λαχείου. Οἱ τυχεροὶ ἀριθμοὶ ἐκέρδισαν μεγάλα ποσά. (419, 1838, 651, 1878)
paragraph: Ἐν τῷ μεταξὺ ἡ Διδασκαλικὴ Ὁμοσπονδία ἀπεφάσισε νέαν ἀπεργίαν τῶν δημοδιδασκάλων. (814, 799, 955, 867)
paragraph: Κατὰ τὴν χθεσινὴν συνεδρίασιν τῆς Ἐπιτροπῆς Ἐξουσιοδοτήσεως κατετέθησαν ὑπὸ τῶν ἁρμοδίων ὑπουργῶν σχέδια νομοθετικῶν διαταγμάτων. (1356, 1694, 1539, 1774)
paragraph: Οἱ συλληφθέντες τὴν παρελθοῦσαν ἑβδομάδα ἕνεκα τῶν ταραχῶν φοιτηταὶ ἐδικάσθησαν χθὲς ὑπὸ τοῦ Μονομελοῦς Πλημμελειοδικείου Ἀθηνῶν. Ὁ βουλευτὴς τῆς Ἑνώσεως Κέντρου, συνήγορος τῶν κατηγορουμένων, ἐπετέθη δριμύτατα κατὰ τῆς δικαιοσύνης. (29, 1043, 210, 1177)
article-body (662, 800, 955, 1118)
article-headline: ΤΟ ΧΕΙΜΕΡΙΝΟΝ ΩΡΑΡΙΟΝ ΛΕΙΤΟΥΡΓΙΑΣ ΤΩΝ ΚΑΤΑΣΤΗΜΑΤΩΝ (419, 998, 651, 1053)
paragraph: ΠΑΡΙΣΙΟΙ, 30. (Ἀθην. Πρ.). — Κατὰ τὴν ἐπέτειον τῆς ἱδρύσεως τοῦ Ὀργανισμοῦ Οἰκονομικῆς Συνεργασίας καὶ Ἀναπτύξεως ὁ ὑπουργὸς Συντονισμοῦ κ. Μητσοτάκης ἀπηύθυνε μήνυμα. (1162, 1196, 1345, 1276)
paragraph: Ἐπίσης ἐγένετο δεκτὴ ἡ αὔξησις τῶν συντάξεων τῶν ἠσφαλισμένων τοῦ ΙΚΑ καὶ ἡ ἐπέκτασις τῆς ἀσφαλίσεως εἰς νέας κατηγορίας ἐργαζομένων. (221, 1645, 402, 1712)
paragraph: Οἱ συλληφθέντες τὴν παρελθοῦσαν ἑβδομάδα ἕνεκα τῶν ταραχῶν φοιτηταὶ ἐδικάσθησαν χθὲς ὑπὸ τοῦ Μονομελοῦς Πλημμελειοδικείου Ἀθηνῶν. Ὁ βουλευτὴς τῆς Ἑνώσεως Κέντρου, συνήγορος τῶν κατηγορουμένων, ἐπετέθη δριμύτατα κατὰ τῆς δικαιοσύνης. (221, 1125, 402, 1259)
paragraph: Τὸ χειμερινὸν ὡράριον λειτουργίας τῶν καταστημάτων θὰ ἰσχύσῃ ἀπὸ τῆς 1ης Ὀκτωβρίου. (419, 1053, 651, 1093)
article-headline: ΟΙ ΠΙΝΑΚΕΣ ΜΕΤΑΘΕΤΕΩΝ ΚΑΘΗΓΗΤΩΝ (29, 2023, 402, 2055)
article-headline: Ο Κ. ΜΑΝΔΗΛΟΠΟΥΛΟΣ ΑΦΙΚΕΤΟ ΕΙΣ ΑΘΗΝΑΣ (419, 1536, 651, 1577)
paragraph: ΛΕΥΚΩΣΙΑ, 30. (ΑΠ). — Ἕλλην δημοσιογράφος ἀφίκετο χθὲς εἰς τὴν Κύπρον. (1162, 1040, 1345, 1080)
paragraph: Κατὰ τὴν χθεσινὴν συνεδρίασιν τῆς Ἐπιτροπῆς Ἐξουσιοδοτήσεως κατετέθησαν ὑπὸ τῶν ἁρμοδίων ὑπουργῶν σχέδια νομοθετικῶν διαταγμάτων. (1162, 1653, 1345, 1733)
article-body (419, 1969, 651, 2032)
masthead-phone-line: ΤΗΛΕΦΩΝΟΝ ΓΡΑΦΕΙΟΥ: 624.501 — ΤΥΠΟΓΡΑΦΕΙΑ: ΓΕΡΑΝΙΟΥ 7, ΤΗΛΕΦ. 532.061 (983, 90, 1539, 105)
paragraph: Ἐν τῷ μεταξὺ ἀναφέρεται ὅτι εἰς Πεκῖνον καὶ Σαγκάην ἐσημειώθησαν νέαι ἐπιθέσεις κατὰ πολιτῶν ὑπὸ τῶν νεαρῶν ἐρυθροφρουρῶν, οἱ ὁποῖοι καταστρέφουν κάθε ἴχνος «ἀστικοῦ» πολιτισμοῦ. (910, 546, 1146, 614)
article-headline: ΔΙΩΡΙΣΘΗ ΕΞΑΡΧΟΣ ΠΡΟΣ ΕΝΕΡΓΕΙΑΝ ΑΝΑΚΡΙΣΕΩΝ ΕΙΣ ΒΑΡΟΣ ΤΟΥ ΜΗΤΡΟΠΟΛΙΤΟΥ ΕΛΕΥΘΕΡΟΥΠΟΛΕΩΣ (662, 1463, 1145, 1512)
paragraph: Κατὰ τὴν χθεσινὴν συνεδρίασιν τῆς Ἐπιτροπῆς ἀπεφασίσθη ἡ μεταστέγασις τῶν ὑπηρεσιῶν. (662, 1373, 898, 1413)
center-subcolumn (419, 680, 651, 2094)
article-body (1162, 1488, 1539, 1605)
paragraph: Ὁ ἀντιπρόεδρος τῆς κυβερνήσεως κ. Στεφανόπουλος ἐπεσκέφθη χθὲς τὸν πρεσβευτὴν κ. Νόβαν. (419, 1370, 651, 1411)
article-headline: ΑΝΕΦΙΚΤΟΣ Η ΧΟΡΗΓΗΣΙΣ ΚΛΑΔΙΚΩΝ ΕΠΙΔΟΜΑΤΩΝ ΜΕΤΑ ΤΟ ΕΝΙΑΙΟΝ ΜΙΣΘΟΛΟΓΙΟΝ ΤΩΝ ΔΗΜ. ΥΠΑΛΛΗΛΩΝ (662, 680, 955, 765)
paragraph: Κατὰ τὰς συνομιλίας ὁ κ. Μητσοτάκης συνηντήθη μὲ τὸν πρωθυπουργὸν καὶ μὲ ὑπουργοὺς τῆς ΗΑΔ. (221, 638, 402, 692)
article-headline: ΜΗΝΥΜΑ ΤΟΥ Κ. ΜΗΤΣΟΤΑΚΗ ΕΠΙ ΤΗ ΠΕΜΠΤΗ ΕΠΕΤΕΙΩ ΑΠΟ ΤΗΣ ΙΔΡΥΣΕΩΣ ΤΟΥ Ο.Ο.Σ.Α. (1162, 1130, 1539, 1197)
article-body (419, 1446, 651, 1536)
paragraph: Κατὰ τὴν χθεσινὴν συνεδρίασιν τῆς Ἐπιτροπῆς ἀπεφασίσθη ἡ μεταστέγασις τῶν ὑπηρεσιῶν. (909, 1373, 1145, 1413)
paragraph: Ἡ Ἱερὰ Σύνοδος διώρισε ἔξαρχον διὰ τὴν διενέργειαν ἀνακρίσεων εἰς βάρος τοῦ μητροπολίτου Ἐλευθερουπόλεως. (909, 1547, 1145, 1587)
column-rule (1153, 120, 1154, 2301)
paragraph: Κῦμα αὐτοκτονιῶν σαρώνει τὴν κομμουνιστικὴν Κίναν λόγῳ τῶν βιαιοτήτων καὶ τῆς τρομοκρατίας τῶν «ἐρυθρῶν φρουρῶν». Κατὰ τὰς πληροφορίας ἐκ τῆς Χὸγκ Κὸγκ, πολυάριθμοι πολῖται ἀφαιροῦν τὴν ζωήν των διὰ νὰ ἀποφύγουν τὴν διαπόμπευσιν. (419, 511, 654, 604)
paragraph: ΗΝΩΜΕΝΑ ΕΘΝΗ, 30. (ΑΠ). Ὁ ὑπουργὸς Ἐξωτερικῶν κ. Τούμπας εἶχε χθὲς μακρὰν συνομιλίαν μετὰ τοῦ Βουλγάρου ὑπουργοῦ Ἐξωτερικῶν κ. Ἰβὰν Μπάσεφ. (419, 923, 651, 990)
article-headline: Ο Κ. ΚΑΝΕΛΛΟΠΟΥΛΟΣ ΟΜΟΛΟΓΕΙ ΤΟ ΛΑΘΟΣ ΤΗΣ Ε.Ρ.Ε. ΔΙΑ ΤΑΣ ΣΥΜΦΩΝΙΑΣ ΤΗΣ ΖΥΡΙΧΗΣ (1162, 1421, 1539, 1488)
paragraph: ΛΕΥΚΩΣΙΑ, 30. (Τοῦ ἀνταποκριτοῦ μας). — Ἡ ἕνωσις τῆς Κύπρου μετὰ τῆς Ἑλλάδος ἀποτελεῖ τὴν βάσιν τοῦ διαλόγου μεταξὺ Ἀθηνῶν καὶ Ἀγκύρας, ὅπως τονίζουν ἔγκυροι κύκλοι. (1162, 670, 1345, 765)
paragraph: Κατὰ τὰς συνομιλίας ὁ κ. Μητσοτάκης συνηντήθη μὲ τὸν πρωθυπουργὸν καὶ μὲ ὑπουργοὺς τῆς ΗΑΔ. (221, 412, 402, 466)
paragraph: ΛΕΥΚΩΣΙΑ, 30. (Τοῦ ἀνταποκριτοῦ μας). — Ἡ ἕνωσις τῆς Κύπρου μετὰ τῆς Ἑλλάδος ἀποτελεῖ τὴν βάσιν τοῦ διαλόγου μεταξὺ Ἀθηνῶν καὶ Ἀγκύρας, ὅπως τονίζουν ἔγκυροι κύκλοι. (1356, 725, 1539, 819)
article-headline: ΑΥΞΑΝΟΝΤΑΙ ΟΙ ΘΑΝΑΤΟΙ ΕΚ ΚΑΡΚΙΝΟΥ ΛΟΓΩ ΤΟΥ ΚΑΠΝΙΣΜΑΤΟΣ (966, 680, 1145, 765)
